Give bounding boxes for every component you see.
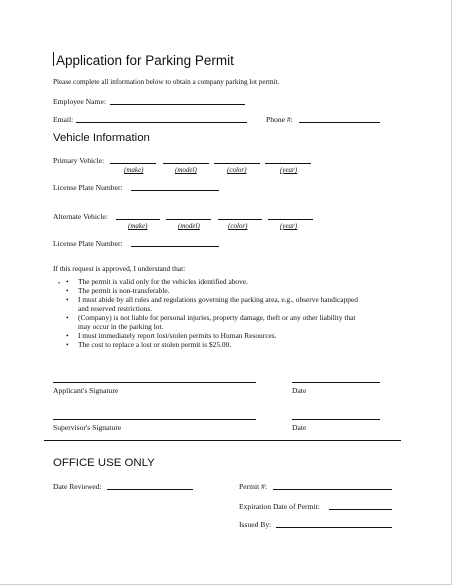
terms-item: • (Company) is not liable for personal injuries, property damage, theft or any other liability that may occur in the parking lot. [62,313,362,331]
email-field[interactable] [76,122,247,123]
alternate-plate-label: License Plate Number: [53,239,123,248]
terms-intro: If this request is approved, I understand that: [53,264,186,273]
issued-by-label: Issued By: [239,520,272,529]
alternate-year-field[interactable] [268,219,313,220]
primary-vehicle-label: Primary Vehicle: [53,156,105,165]
terms-item: • The permit is non-transferable. [62,286,362,295]
phone-field[interactable] [299,122,380,123]
stray-bullet: • [58,281,61,287]
primary-model-field[interactable] [163,163,209,164]
permit-number-label: Permit #: [239,482,268,491]
alternate-vehicle-label: Alternate Vehicle: [53,212,108,221]
alternate-model-sublabel: (model) [178,222,200,230]
applicant-date-field[interactable] [292,382,380,383]
issued-by-field[interactable] [276,527,392,528]
primary-year-field[interactable] [265,163,311,164]
primary-color-field[interactable] [214,163,260,164]
office-heading: OFFICE USE ONLY [53,457,155,469]
primary-plate-label: License Plate Number: [53,183,123,192]
date-reviewed-field[interactable] [107,489,193,490]
applicant-signature-label: Applicant's Signature [53,386,119,395]
expiration-date-field[interactable] [329,509,392,510]
permit-number-field[interactable] [273,489,392,490]
intro-text: Please complete all information below to obtain a company parking lot permit. [53,78,280,86]
text-cursor [53,52,54,66]
primary-plate-field[interactable] [131,190,219,191]
supervisor-date-field[interactable] [292,419,380,420]
alternate-model-field[interactable] [166,219,211,220]
phone-label: Phone #: [266,115,293,124]
employee-name-field[interactable] [110,104,245,105]
supervisor-signature-label: Supervisor's Signature [53,423,122,432]
alternate-make-sublabel: (make) [128,222,148,230]
primary-make-field[interactable] [110,163,156,164]
alternate-make-field[interactable] [116,219,160,220]
alternate-color-sublabel: (color) [228,222,248,230]
terms-item: • The cost to replace a lost or stolen permit is $25.00. [62,340,362,349]
alternate-year-sublabel: (year) [280,222,298,230]
applicant-date-label: Date [292,386,307,395]
terms-item: • The permit is valid only for the vehicles identified above. [62,277,362,286]
date-reviewed-label: Date Reviewed: [53,482,102,491]
terms-list [62,277,362,349]
vehicle-heading: Vehicle Information [53,132,150,144]
applicant-signature-field[interactable] [53,382,256,383]
alternate-color-field[interactable] [218,219,262,220]
terms-item: • I must abide by all rules and regulations governing the parking area, e.g., observe handicapped and reserved restrictions. [62,295,362,313]
section-divider [44,440,401,441]
supervisor-date-label: Date [292,423,307,432]
email-label: Email: [53,115,74,124]
primary-make-sublabel: (make) [124,166,144,174]
alternate-plate-field[interactable] [131,246,219,247]
primary-model-sublabel: (model) [175,166,197,174]
supervisor-signature-field[interactable] [53,419,256,420]
employee-name-label: Employee Name: [53,97,106,106]
primary-year-sublabel: (year) [280,166,298,174]
form-title: Application for Parking Permit [56,53,234,68]
terms-item: • I must immediately report lost/stolen permits to Human Resources. [62,331,362,340]
primary-color-sublabel: (color) [227,166,247,174]
expiration-date-label: Expiration Date of Permit: [239,502,320,511]
